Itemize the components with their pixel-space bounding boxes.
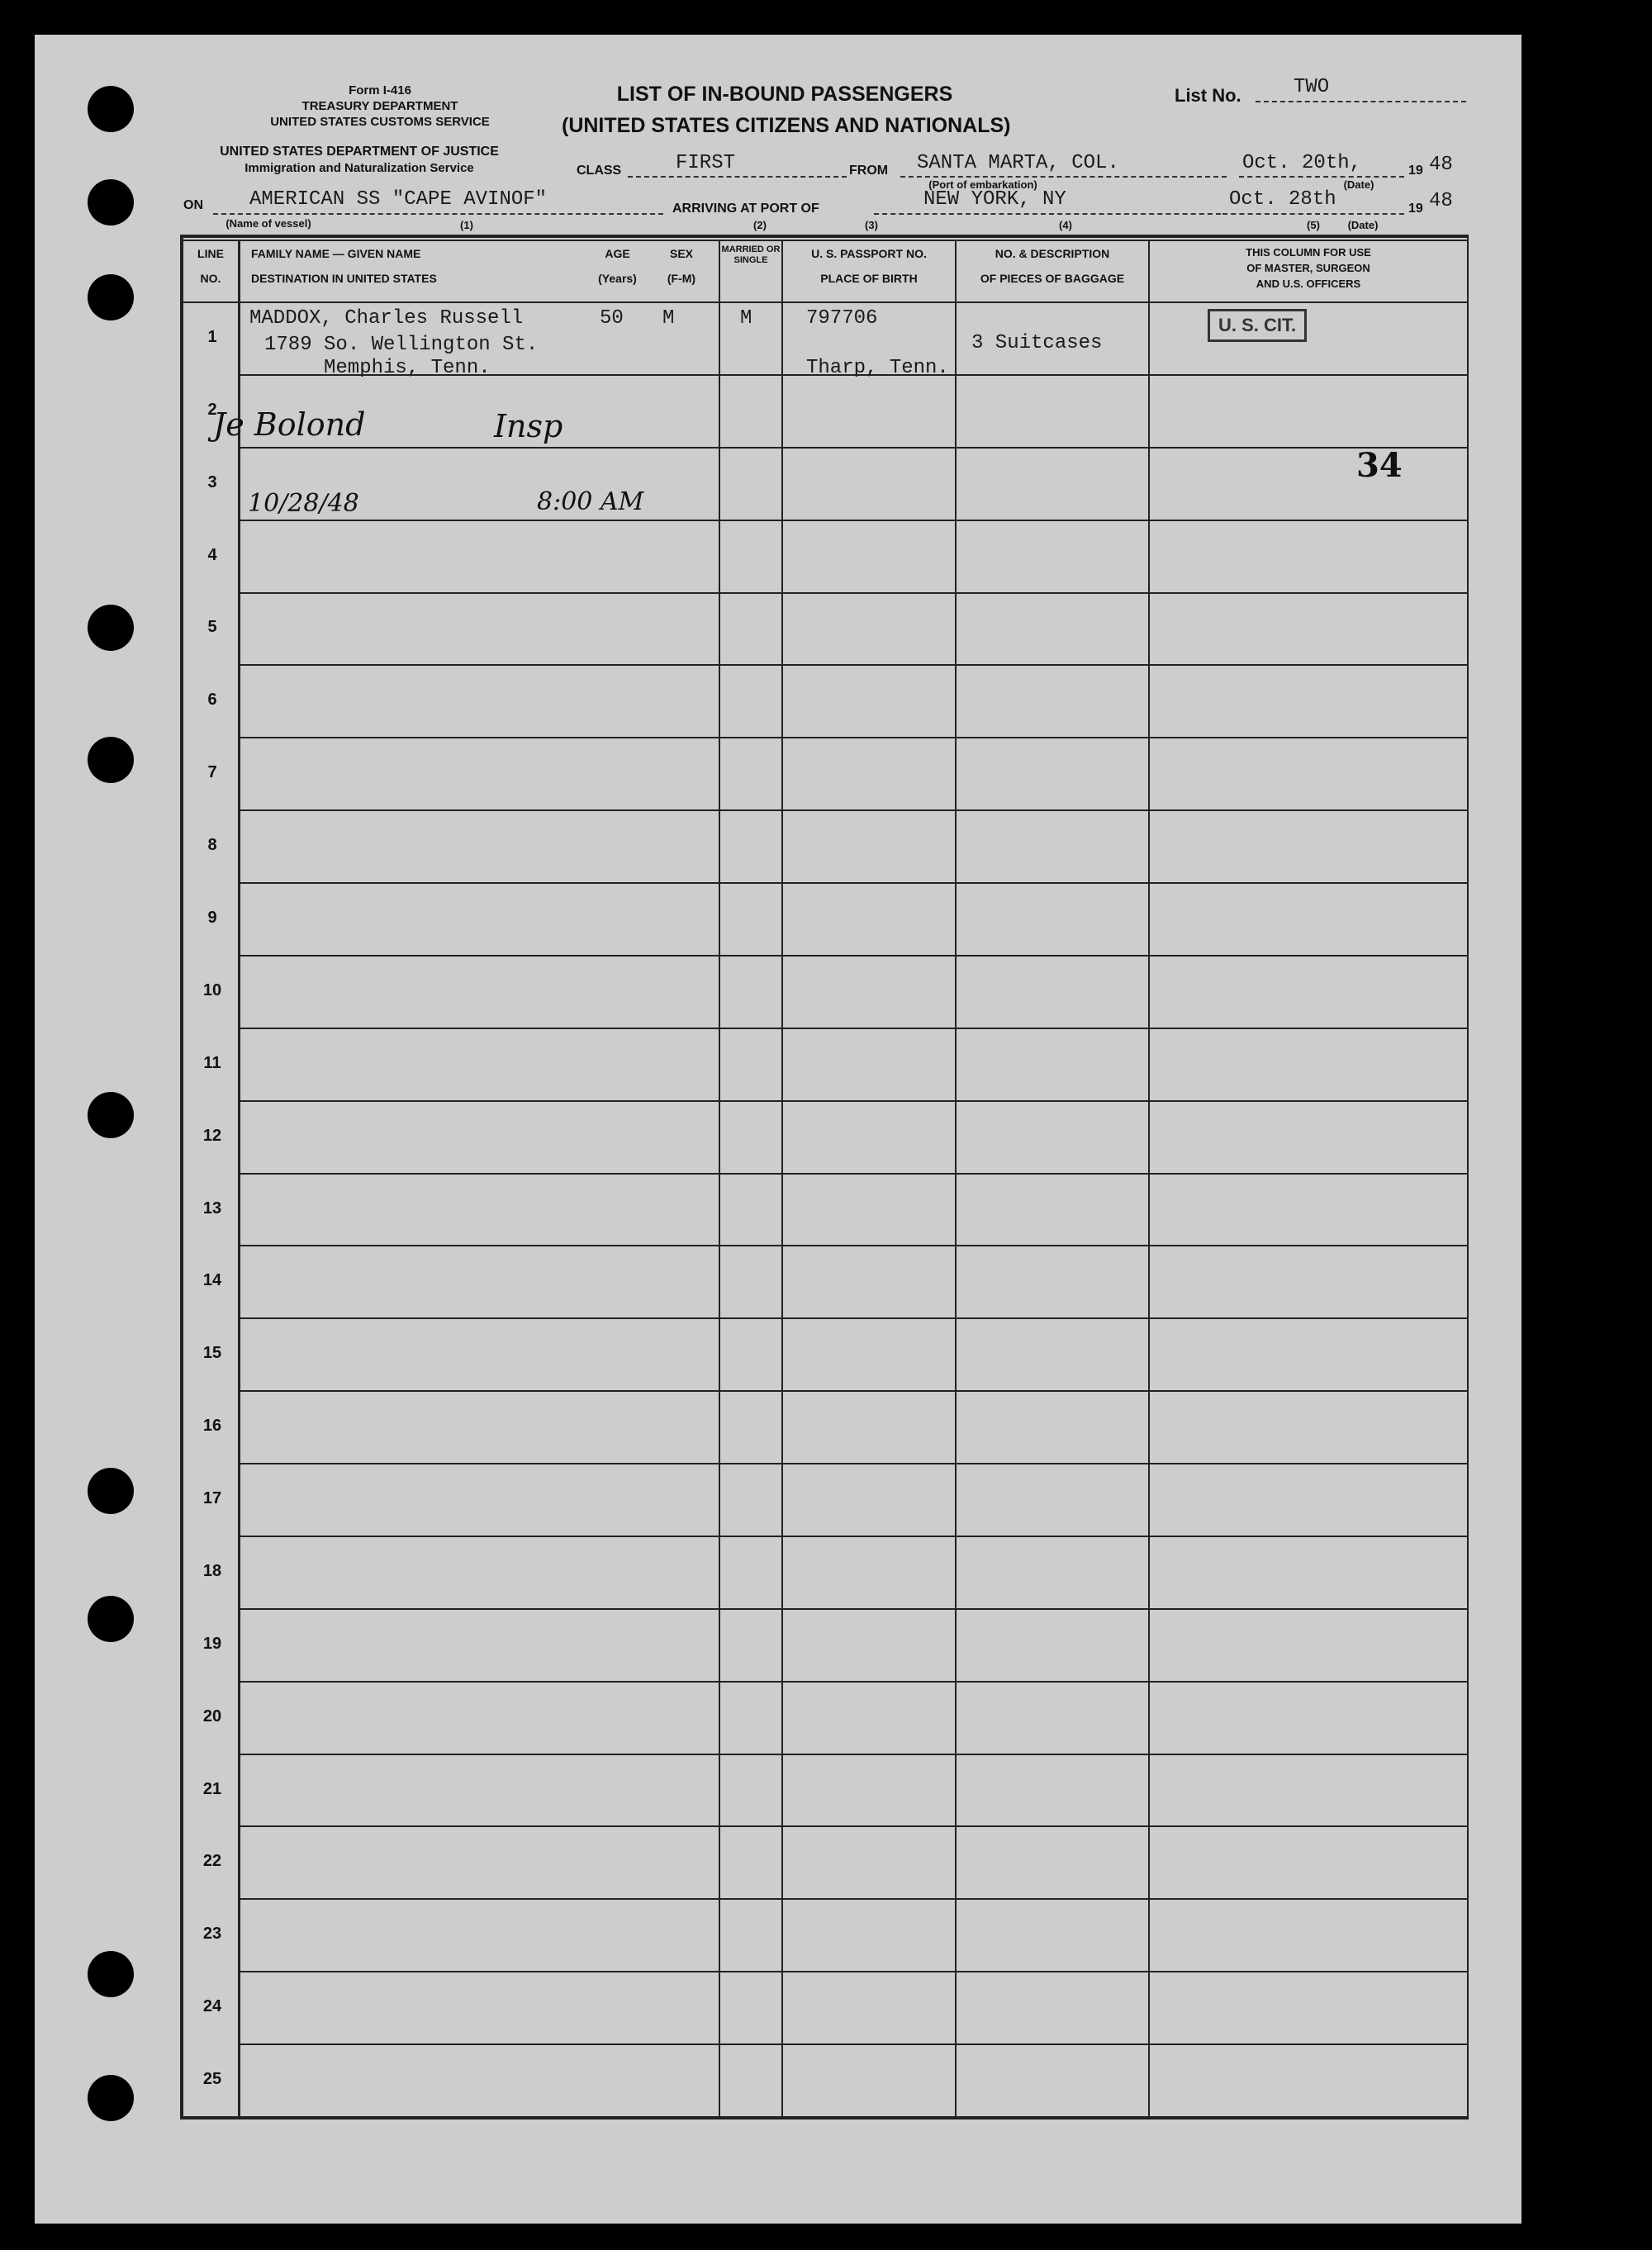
form-number: Form I-416	[349, 83, 411, 97]
header-line-1: LINE	[197, 247, 224, 260]
row-divider	[238, 1536, 1469, 1537]
header-baggage	[957, 241, 1148, 291]
row-divider	[238, 1898, 1469, 1900]
line-number: 2	[207, 401, 217, 419]
line-number: 4	[207, 546, 217, 564]
date2-value: Oct. 28th	[1229, 188, 1336, 211]
list-no-label: List No.	[1175, 85, 1241, 106]
table-bottom-border	[182, 2116, 1469, 2119]
treasury-department: TREASURY DEPARTMENT	[301, 99, 458, 113]
header-bottom-border	[182, 301, 1469, 303]
line-number: 16	[202, 1417, 222, 1435]
date2-label: (Date)	[1347, 219, 1379, 231]
punch-hole	[88, 179, 134, 225]
header-line	[183, 241, 238, 291]
table-left-border	[180, 235, 183, 2119]
inspector-title: Insp	[494, 408, 563, 444]
form-subtitle: (UNITED STATES CITIZENS AND NATIONALS)	[562, 114, 1011, 137]
port-value: NEW YORK, NY	[923, 188, 1066, 211]
arriving-label: ARRIVING AT PORT OF	[672, 202, 819, 216]
header-sex	[653, 241, 710, 291]
line-number: 19	[202, 1635, 222, 1653]
form-title: LIST OF IN-BOUND PASSENGERS	[616, 83, 953, 106]
customs-service: UNITED STATES CUSTOMS SERVICE	[270, 115, 490, 129]
row-divider	[238, 1971, 1469, 1972]
date1-label: (Date)	[1343, 178, 1374, 191]
passenger-passport: 797706	[806, 307, 878, 330]
header-passport-1: U. S. PASSPORT NO.	[811, 247, 927, 260]
row-divider	[238, 1390, 1469, 1392]
header-line-2: NO.	[200, 272, 221, 285]
passenger-birthplace: Tharp, Tenn.	[806, 357, 949, 379]
date1-value: Oct. 20th,	[1242, 152, 1362, 174]
year1-value: 48	[1429, 154, 1453, 176]
line-number: 9	[207, 909, 217, 927]
vessel-value: AMERICAN SS "CAPE AVINOF"	[249, 188, 548, 211]
header-name	[251, 241, 437, 291]
header-age-1: AGE	[605, 247, 630, 260]
row-divider	[238, 737, 1469, 738]
line-number: 14	[202, 1271, 222, 1289]
passenger-address: 1789 So. Wellington St.	[264, 334, 539, 356]
line-number: 18	[202, 1562, 222, 1580]
header-officers-1: THIS COLUMN FOR USE	[1246, 246, 1371, 259]
header-age-2: (Years)	[598, 272, 637, 285]
year1-prefix: 19	[1408, 164, 1423, 178]
inspector-signature: Je Bolond	[213, 406, 366, 443]
row-divider	[238, 2044, 1469, 2045]
punch-hole	[88, 86, 134, 132]
list-no-line	[1256, 101, 1466, 102]
punch-hole	[88, 737, 134, 783]
header-officers	[1150, 244, 1467, 292]
col-ref-4: (4)	[1059, 219, 1072, 231]
header-passport-2: PLACE OF BIRTH	[820, 272, 918, 285]
from-line	[900, 176, 1227, 178]
line-number: 3	[207, 473, 217, 491]
row-divider	[238, 1825, 1469, 1827]
passenger-age: 50	[600, 307, 624, 330]
line-number: 22	[202, 1852, 222, 1870]
row-divider	[238, 955, 1469, 956]
row-divider	[238, 520, 1469, 521]
passenger-city: Memphis, Tenn.	[324, 357, 491, 379]
punch-hole	[88, 1468, 134, 1514]
passenger-baggage: 3 Suitcases	[971, 332, 1103, 354]
form-page	[35, 35, 1521, 2224]
line-number: 6	[207, 691, 217, 709]
line-number: 13	[202, 1199, 222, 1218]
header-sex-1: SEX	[669, 247, 693, 260]
row-divider	[238, 1028, 1469, 1029]
year2-prefix: 19	[1408, 202, 1423, 216]
row-divider	[238, 1317, 1469, 1319]
punch-hole	[88, 1596, 134, 1642]
line-number: 12	[202, 1127, 222, 1145]
row-divider	[238, 1608, 1469, 1610]
class-value: FIRST	[676, 152, 736, 174]
row-divider	[238, 882, 1469, 884]
list-no-value: TWO	[1294, 76, 1330, 98]
header-officers-3: AND U.S. OFFICERS	[1256, 278, 1361, 290]
punch-hole	[88, 2075, 134, 2121]
punch-hole	[88, 1092, 134, 1138]
row-divider	[238, 1173, 1469, 1175]
header-name-2: DESTINATION IN UNITED STATES	[251, 272, 437, 285]
line-number: 1	[207, 328, 217, 346]
from-value: SANTA MARTA, COL.	[917, 152, 1119, 174]
inspection-time: 8:00 AM	[537, 487, 644, 516]
line-number: 25	[202, 2070, 222, 2088]
class-label: CLASS	[577, 164, 622, 178]
line-number: 11	[203, 1054, 221, 1072]
class-line	[628, 176, 847, 178]
line-number: 8	[207, 836, 217, 854]
line-number: 10	[202, 981, 222, 999]
date1-line	[1239, 176, 1404, 178]
header-married: MARRIED OR SINGLE	[721, 244, 781, 265]
row-divider	[238, 1463, 1469, 1464]
header-baggage-2: OF PIECES OF BAGGAGE	[980, 272, 1125, 285]
row-divider	[238, 592, 1469, 594]
table-right-border	[1467, 235, 1469, 2119]
line-number: 23	[202, 1925, 222, 1943]
col-ref-3: (3)	[865, 219, 878, 231]
row-divider	[238, 1245, 1469, 1246]
date2-line	[1222, 213, 1404, 215]
col-ref-2: (2)	[753, 219, 767, 231]
year2-value: 48	[1429, 190, 1453, 212]
punch-hole	[88, 605, 134, 651]
row-divider	[238, 1754, 1469, 1755]
us-citizen-stamp: U. S. CIT.	[1208, 309, 1307, 342]
row-divider	[238, 809, 1469, 811]
line-number: 15	[202, 1344, 222, 1362]
from-label: FROM	[849, 164, 889, 178]
line-number: 21	[202, 1780, 222, 1798]
vessel-line	[213, 213, 663, 215]
col-ref-1: (1)	[460, 219, 473, 231]
port-line	[874, 213, 1221, 215]
port-embark-label: (Port of embarkation)	[928, 178, 1037, 191]
punch-hole	[88, 274, 134, 320]
vessel-label: (Name of vessel)	[225, 217, 311, 230]
row-divider	[238, 1681, 1469, 1683]
table-top-border	[182, 235, 1469, 238]
line-number: 24	[202, 1997, 222, 2015]
col-ref-5: (5)	[1307, 219, 1320, 231]
passenger-married: M	[740, 307, 752, 330]
line-number: 20	[202, 1707, 222, 1725]
punch-hole	[88, 1951, 134, 1997]
line-number: 17	[202, 1489, 222, 1507]
header-officers-2: OF MASTER, SURGEON	[1246, 262, 1370, 274]
row-divider	[238, 447, 1469, 449]
header-passport	[783, 241, 955, 291]
passenger-name: MADDOX, Charles Russell	[249, 307, 524, 330]
header-age	[586, 241, 648, 291]
header-name-1: FAMILY NAME — GIVEN NAME	[251, 247, 421, 260]
justice-department: UNITED STATES DEPARTMENT OF JUSTICE	[220, 145, 499, 159]
header-sex-2: (F-M)	[667, 272, 696, 285]
line-number: 7	[207, 763, 217, 781]
row-divider	[238, 1100, 1469, 1102]
passenger-sex: M	[662, 307, 675, 330]
ins-service: Immigration and Naturalization Service	[244, 161, 474, 175]
on-label: ON	[183, 198, 203, 212]
row-divider	[238, 664, 1469, 666]
header-baggage-1: NO. & DESCRIPTION	[995, 247, 1110, 260]
page-number: 34	[1356, 446, 1403, 485]
inspection-date: 10/28/48	[248, 489, 359, 518]
line-number: 5	[207, 618, 217, 636]
